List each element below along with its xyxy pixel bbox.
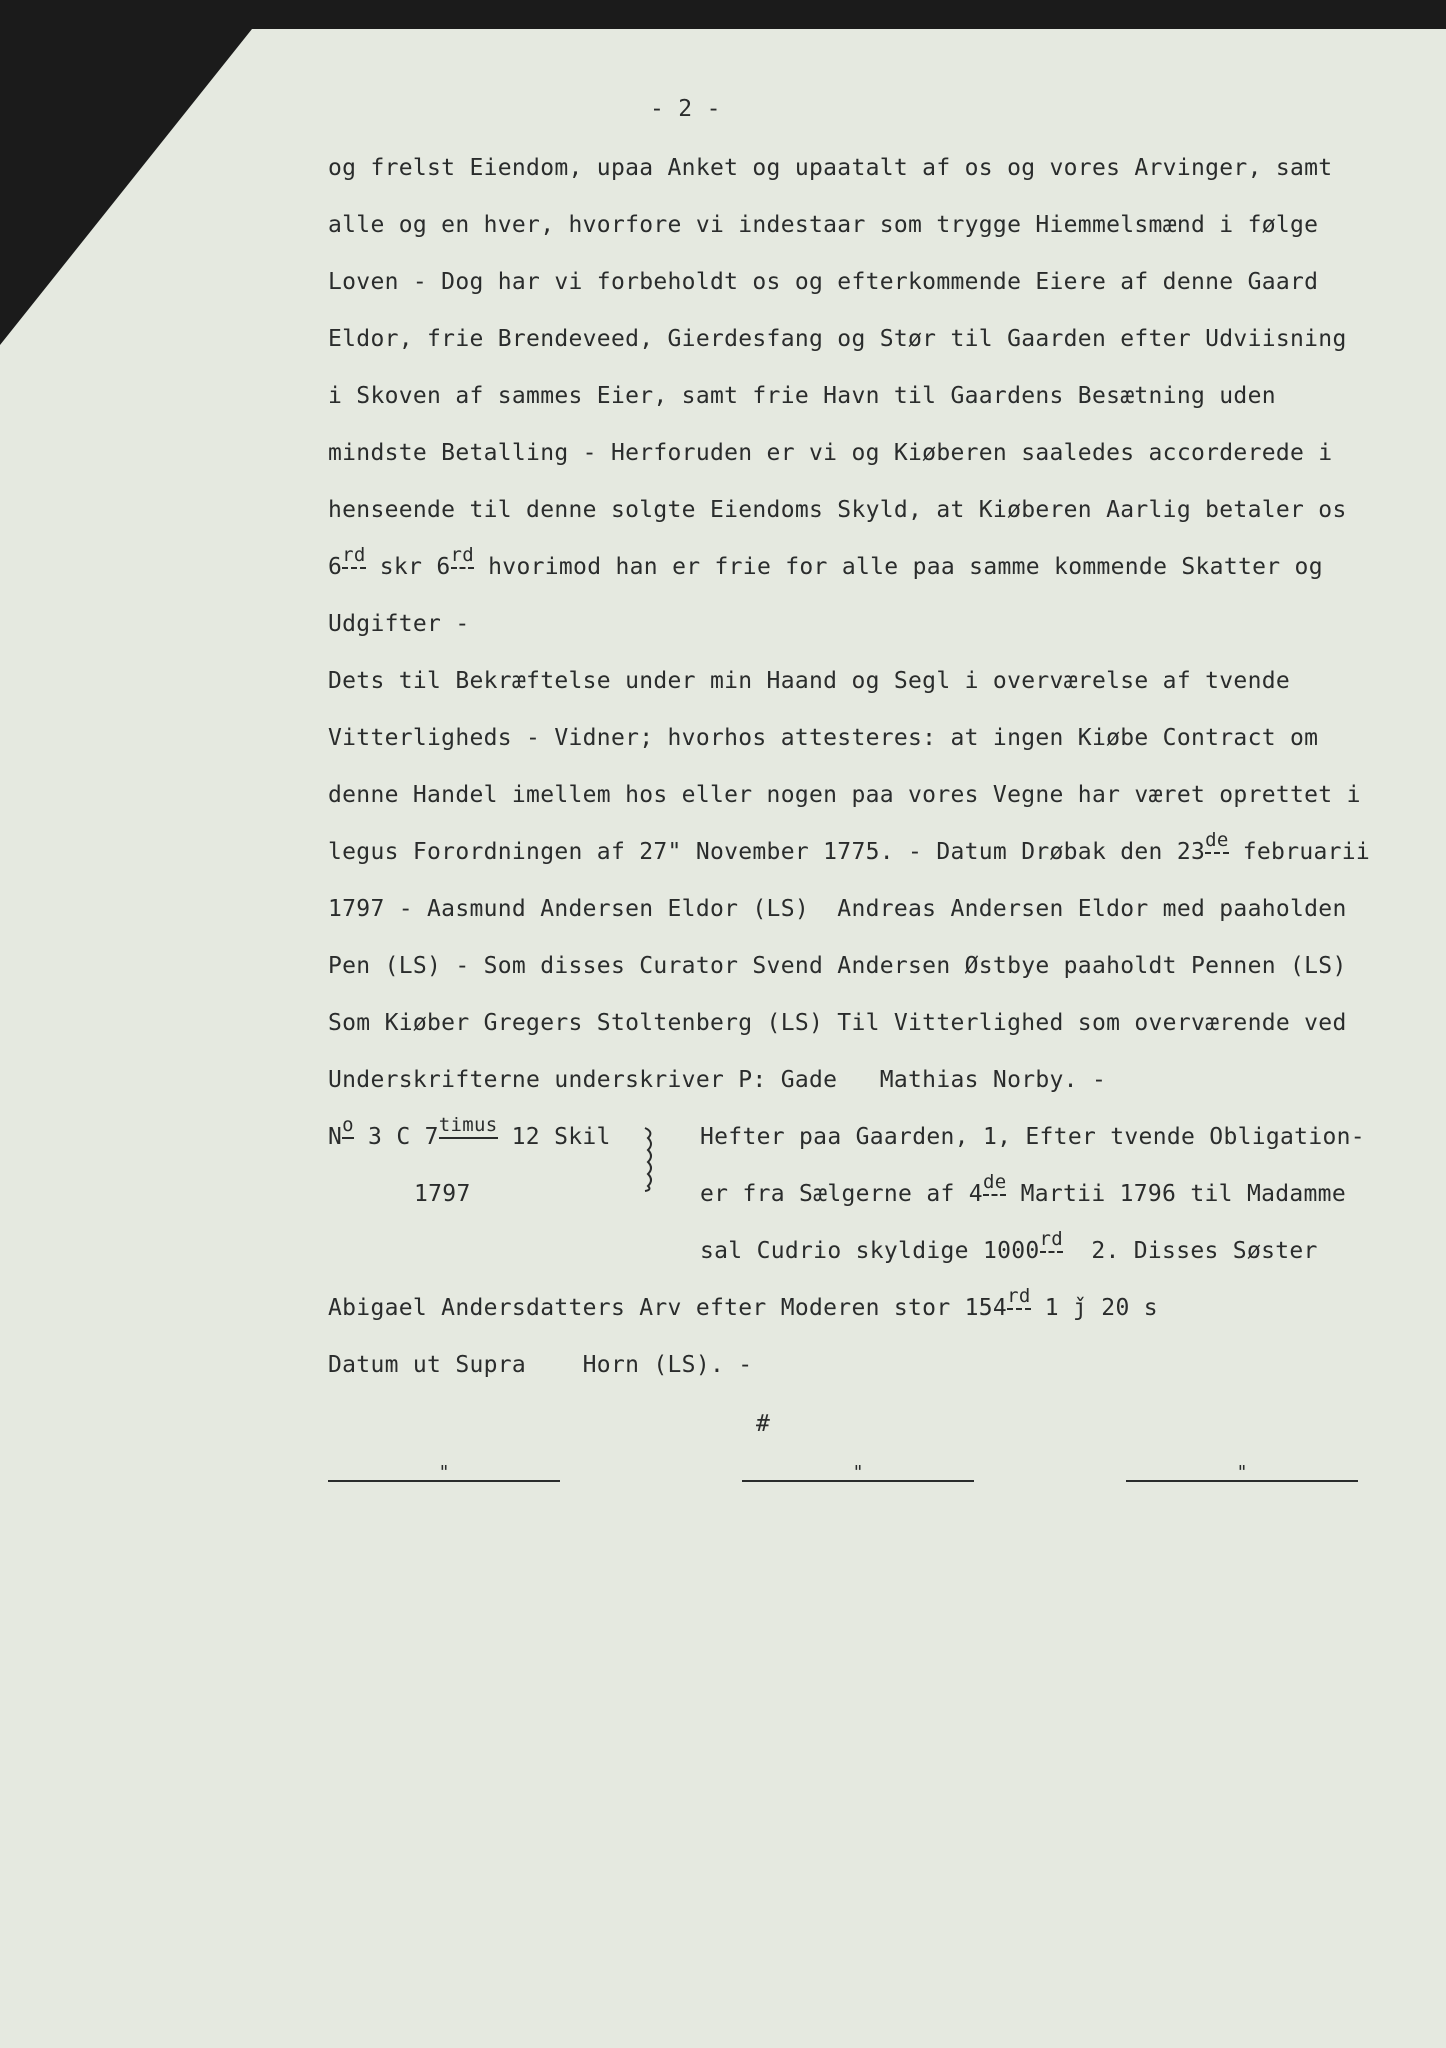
margin-note-ref [328, 1114, 611, 1150]
margin-note-skil: 12 Skil [497, 1124, 611, 1150]
body-line-10: Dets til Bekræftelse under min Haand og Segl i overværelse af tvende [328, 668, 1291, 694]
hefter-line-2-sup: de [983, 1171, 1006, 1196]
margin-note-n-sup: o [342, 1114, 354, 1139]
hefter-line-3-a: sal Cudrio skyldige 1000 [700, 1238, 1040, 1264]
body-line-11: Vitterligheds - Vidner; hvorhos attesteres: at ingen Kiøbe Contract om [328, 725, 1319, 751]
skyld-b: skr 6 [365, 554, 451, 580]
datum-b: februarii [1228, 839, 1371, 865]
skyld-a: 6 [328, 554, 343, 580]
hefter-line-1: Hefter paa Gaarden, 1, Efter tvende Obligation- [700, 1124, 1365, 1150]
body-line-6: mindste Betalling - Herforuden er vi og Kiøberen saaledes accorderede i [328, 440, 1333, 466]
signature-line-3: " [1126, 1466, 1358, 1482]
hash-mark: # [756, 1411, 771, 1437]
arv-a-sup: rd [1007, 1285, 1030, 1310]
body-line-17: Underskrifterne underskriver P: Gade Mathias Norby. - [328, 1067, 1107, 1093]
body-line-12: denne Handel imellem hos eller nogen paa vores Vegne har været oprettet i [328, 782, 1361, 808]
hefter-line-2 [700, 1171, 1346, 1207]
body-line-3: Loven - Dog har vi forbeholdt os og efterkommende Eiere af denne Gaard [328, 269, 1319, 295]
body-line-16: Som Kiøber Gregers Stoltenberg (LS) Til Vitterlighed som overværende ved [328, 1010, 1347, 1036]
body-line-2: alle og en hver, hvorfore vi indestaar som trygge Hiemmelsmænd i følge [328, 212, 1319, 238]
hefter-line-3-b: 2. Disses Søster [1063, 1238, 1318, 1264]
margin-note-ref-sup: timus [439, 1114, 498, 1139]
hefter-line-2-b: Martii 1796 til Madamme [1006, 1181, 1346, 1207]
body-line-5: i Skoven af sammes Eier, samt frie Havn til Gaardens Besætning uden [328, 383, 1276, 409]
body-line-14: 1797 - Aasmund Andersen Eldor (LS) Andreas Andersen Eldor med paaholden [328, 896, 1347, 922]
skyld-b-sup: rd [451, 544, 474, 569]
margin-note-year: 1797 [414, 1181, 471, 1207]
brace-mark [642, 1126, 658, 1197]
margin-note-ref-text: 3 C 7 [353, 1124, 439, 1150]
arv-a: Abigael Andersdatters Arv efter Moderen stor 154 [328, 1295, 1008, 1321]
body-line-15: Pen (LS) - Som disses Curator Svend Andersen Østbye paaholdt Pennen (LS) [328, 953, 1347, 979]
signature-line-1: " [328, 1466, 560, 1482]
datum-a-sup: de [1205, 829, 1228, 854]
body-line-1: og frelst Eiendom, upaa Anket og upaatalt af os og vores Arvinger, samt [328, 155, 1333, 181]
closing-line: Datum ut Supra Horn (LS). - [328, 1352, 753, 1378]
datum-a: legus Forordningen af 27" November 1775. - Datum Drøbak den 23 [328, 839, 1206, 865]
hefter-line-3-sup: rd [1040, 1228, 1063, 1253]
arv-line [328, 1285, 1158, 1321]
skyld-c: hvorimod han er frie for alle paa samme kommende Skatter og [474, 554, 1323, 580]
curly-brace-icon [642, 1126, 658, 1192]
body-line-skyld [328, 544, 1323, 580]
body-line-datum [328, 829, 1371, 865]
signature-line-2: " [742, 1466, 974, 1482]
arv-b: 1 ǰ 20 s [1030, 1295, 1158, 1321]
body-line-7: henseende til denne solgte Eiendoms Skyld, at Kiøberen Aarlig betaler os [328, 497, 1347, 523]
body-line-4: Eldor, frie Brendeveed, Gierdesfang og Stør til Gaarden efter Udviisning [328, 326, 1347, 352]
skyld-a-sup: rd [342, 544, 365, 569]
hefter-line-3 [700, 1228, 1318, 1264]
page-number: - 2 - [650, 96, 721, 122]
hefter-line-2-a: er fra Sælgerne af 4 [700, 1181, 983, 1207]
margin-note-n: N [328, 1124, 343, 1150]
body-line-9: Udgifter - [328, 611, 470, 637]
